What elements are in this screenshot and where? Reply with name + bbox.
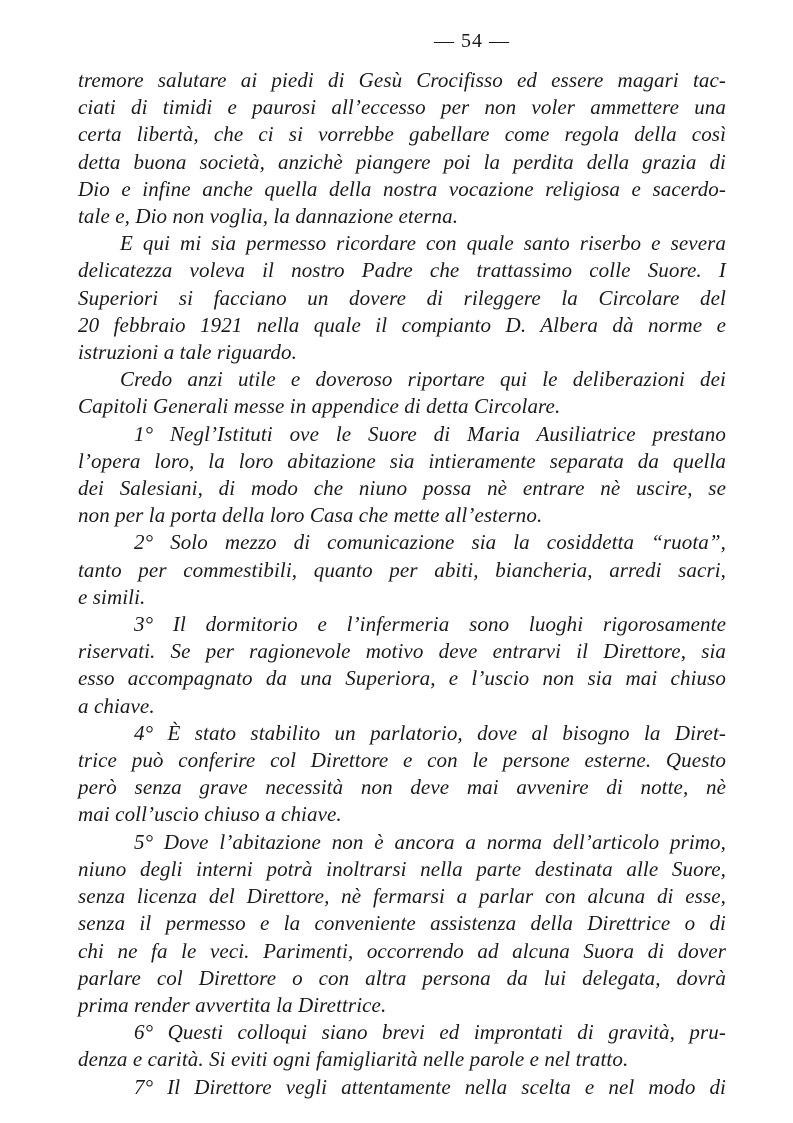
text-line: l’opera loro, la loro abitazione sia intieramente separata da quella [78, 448, 726, 473]
text-line: riservati. Se per ragionevole motivo deve entrarvi il Direttore, sia [78, 639, 726, 664]
text-line: prima render avvertita la Direttrice. [78, 992, 387, 1017]
text-line: chi ne fa le veci. Parimenti, occorrendo ad alcuna Suora di dover [78, 938, 726, 963]
text-line: Credo anzi utile e doveroso riportare qui le deliberazioni dei [120, 367, 726, 392]
text-line: mai coll’uscio chiuso a chiave. [78, 802, 342, 827]
text-line: trice può conferire col Direttore e con le persone esterne. Questo [78, 748, 726, 773]
page-number: — 54 — [434, 30, 510, 52]
article-7 [78, 1074, 726, 1101]
text-line: dei Salesiani, di modo che niuno possa nè entrare nè uscire, se [78, 476, 726, 501]
text-line: 3° Il dormitorio e l’infermeria sono luoghi rigorosamente [134, 612, 726, 637]
text-line: E qui mi sia permesso ricordare con quale santo riserbo e severa [120, 231, 726, 256]
article-2 [78, 529, 726, 611]
text-line: esso accompagnato da una Superiora, e l’uscio non sia mai chiuso [78, 666, 726, 691]
article-3 [78, 611, 726, 720]
text-line: istruzioni a tale riguardo. [78, 340, 297, 365]
article-4 [78, 720, 726, 829]
text-line: non per la porta della loro Casa che mette all’esterno. [78, 503, 543, 528]
text-line: tremore salutare ai piedi di Gesù Crocifisso ed essere magari tac- [78, 68, 726, 92]
text-line: a chiave. [78, 693, 155, 718]
text-line: 1° Negl’Istituti ove le Suore di Maria Ausiliatrice prestano [134, 421, 726, 446]
text-line: niuno degli interni potrà inoltrarsi nella parte destinata alle Suore, [78, 856, 726, 881]
text-line: parlare col Direttore o con altra persona da lui delegata, dovrà [78, 965, 726, 990]
text-line: detta buona società, anzichè piangere poi la perdita della grazia di [78, 149, 726, 174]
paragraph-3 [78, 366, 726, 420]
text-line: tale e, Dio non voglia, la dannazione eterna. [78, 204, 459, 229]
text-line: denza e carità. Si eviti ogni famigliarità nelle parole e nel tratto. [78, 1047, 629, 1072]
text-line: Superiori si facciano un dovere di rileggere la Circolare del [78, 285, 726, 310]
text-line: Dio e infine anche quella della nostra vocazione religiosa e sacerdo- [78, 176, 726, 201]
text-line: senza il permesso e la conveniente assistenza della Direttrice o di [78, 911, 726, 936]
text-line: certa libertà, che ci si vorrebbe gabellare come regola della così [78, 122, 726, 147]
article-6 [78, 1019, 726, 1073]
text-line: 7° Il Direttore vegli attentamente nella scelta e nel modo di [134, 1074, 726, 1099]
text-line: delicatezza voleva il nostro Padre che trattassimo colle Suore. I [78, 258, 726, 283]
text-line: però senza grave necessità non deve mai avvenire di notte, nè [78, 775, 726, 800]
text-line: ciati di timidi e paurosi all’eccesso per non voler ammettere una [78, 95, 726, 120]
text-line: tanto per commestibili, quanto per abiti, biancheria, arredi sacri, [78, 557, 726, 582]
text-line: 2° Solo mezzo di comunicazione sia la cosiddetta “ruota”, [134, 530, 726, 555]
text-line: senza licenza del Direttore, nè fermarsi a parlar con alcuna di esse, [78, 884, 726, 909]
text-line: e simili. [78, 584, 146, 609]
document-page [78, 30, 726, 1101]
text-line: Capitoli Generali messe in appendice di detta Circolare. [78, 394, 561, 419]
article-1 [78, 421, 726, 530]
text-line: 20 febbraio 1921 nella quale il compianto D. Albera dà norme e [78, 312, 726, 337]
article-5 [78, 829, 726, 1019]
paragraph-1 [78, 67, 726, 230]
text-line: 5° Dove l’abitazione non è ancora a norma dell’articolo primo, [134, 829, 726, 854]
paragraph-2 [78, 230, 726, 366]
text-line: 6° Questi colloqui siano brevi ed improntati di gravità, pru- [134, 1020, 726, 1045]
text-line: 4° È stato stabilito un parlatorio, dove al bisogno la Diret- [134, 720, 726, 745]
